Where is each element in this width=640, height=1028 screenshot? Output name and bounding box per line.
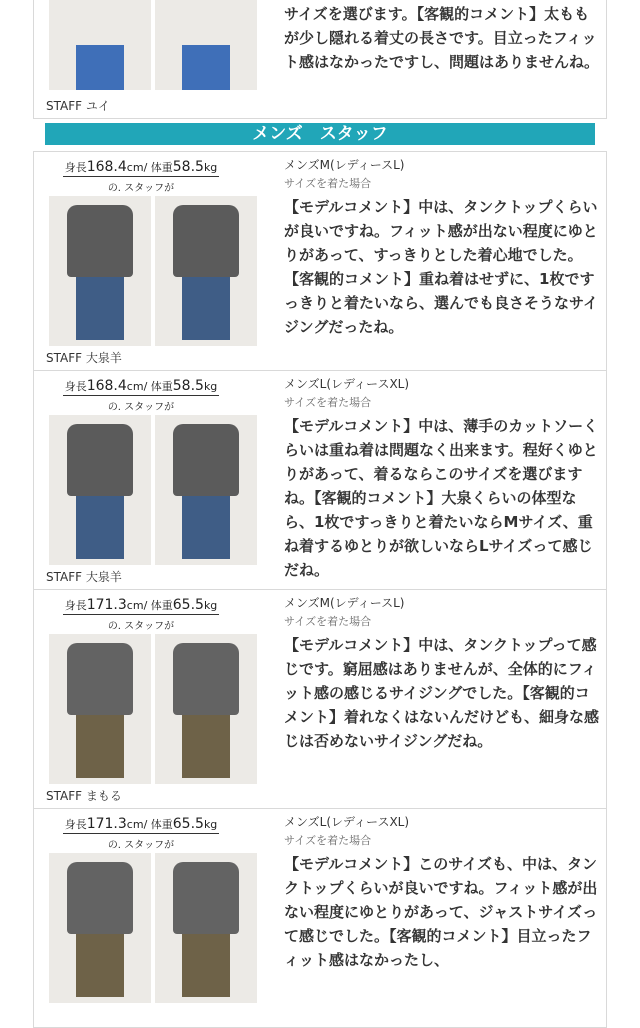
back-photo (155, 0, 257, 90)
size-review-list (33, 0, 607, 1028)
front-photo (49, 415, 151, 565)
size-label: メンズM(レディースL) (284, 158, 405, 172)
review-comment: 【モデルコメント】中は、タンクトップくらいが良いですね。フィット感が出ない程度にゆとりがあって、すっきりとした着心地でした。【客観的コメント】重ね着はせずに、1枚ですっきりと着たいなら、選んでも良さそうなサイジングだったね。 (284, 198, 598, 336)
stats-note: の. スタッフが (107, 840, 175, 851)
review-comment: 【モデルコメント】中は、薄手のカットソーくらいは重ね着は問題なく出来ます。程好くゆとりがあって、着るならこのサイズを選びますね。【客観的コメント】大泉くらいの体型なら、1枚ですっきりと着たいならMサイズ、重ね着するゆとりが欲しいならLサイズって感じだね。 (284, 417, 599, 579)
card-right (284, 809, 600, 1027)
model-photos (49, 853, 257, 1003)
card-right (284, 152, 600, 370)
body-stats: 身長168.4cm/ 体重58.5kg の. スタッフが (56, 375, 226, 413)
stats-note: の. スタッフが (107, 402, 175, 413)
card-left (44, 590, 274, 808)
card-left (44, 0, 274, 118)
stats-note: の. スタッフが (107, 621, 175, 632)
card-left (44, 809, 274, 1027)
card-right (284, 371, 600, 589)
front-photo (49, 196, 151, 346)
review-comment: サイズを選びます。【客観的コメント】太ももが少し隠れる着丈の長さです。目立ったフィット感はなかったですし、問題はありませんね。 (284, 5, 600, 71)
staff-name: STAFF ユイ (46, 99, 110, 113)
card-left (44, 371, 274, 589)
card-left (44, 152, 274, 370)
review-card (33, 371, 607, 590)
back-photo (155, 634, 257, 784)
size-label: メンズL(レディースXL) (284, 377, 410, 391)
staff-name: STAFF 大泉羊 (46, 351, 122, 365)
body-stats: 身長171.3cm/ 体重65.5kg の. スタッフが (56, 813, 226, 851)
size-label: メンズL(レディースXL) (284, 815, 410, 829)
front-photo (49, 853, 151, 1003)
model-photos (49, 634, 257, 784)
model-photos (49, 415, 257, 565)
back-photo (155, 196, 257, 346)
staff-name: STAFF 大泉羊 (46, 570, 122, 584)
size-sub: サイズを着た場合 (284, 834, 372, 847)
back-photo (155, 415, 257, 565)
review-card (33, 151, 607, 371)
review-comment: 【モデルコメント】このサイズも、中は、タンクトップくらいが良いですね。フィット感が出ない程度にゆとりがあって、ジャストサイズって感じでした。【客観的コメント】目立ったフィット感はなかったし、 (284, 855, 598, 969)
card-right (284, 0, 600, 118)
model-photos (49, 0, 257, 90)
front-photo (49, 634, 151, 784)
size-sub: サイズを着た場合 (284, 615, 372, 628)
back-photo (155, 853, 257, 1003)
section-header: メンズ スタッフ (45, 123, 595, 145)
model-photos (49, 196, 257, 346)
size-sub: サイズを着た場合 (284, 177, 372, 190)
size-label: メンズM(レディースL) (284, 596, 405, 610)
review-card (33, 809, 607, 1028)
card-right (284, 590, 600, 808)
size-sub: サイズを着た場合 (284, 396, 372, 409)
front-photo (49, 0, 151, 90)
staff-name: STAFF まもる (46, 789, 122, 803)
review-comment: 【モデルコメント】中は、タンクトップって感じです。窮屈感はありませんが、全体的にフィット感の感じるサイジングでした。【客観的コメント】着れなくはないんだけども、細身な感じは否めないサイジングだね。 (284, 636, 600, 750)
stats-note: の. スタッフが (107, 183, 175, 194)
body-stats: 身長171.3cm/ 体重65.5kg の. スタッフが (56, 594, 226, 632)
review-card (33, 590, 607, 809)
body-stats: 身長168.4cm/ 体重58.5kg の. スタッフが (56, 156, 226, 194)
review-card-partial (33, 0, 607, 119)
